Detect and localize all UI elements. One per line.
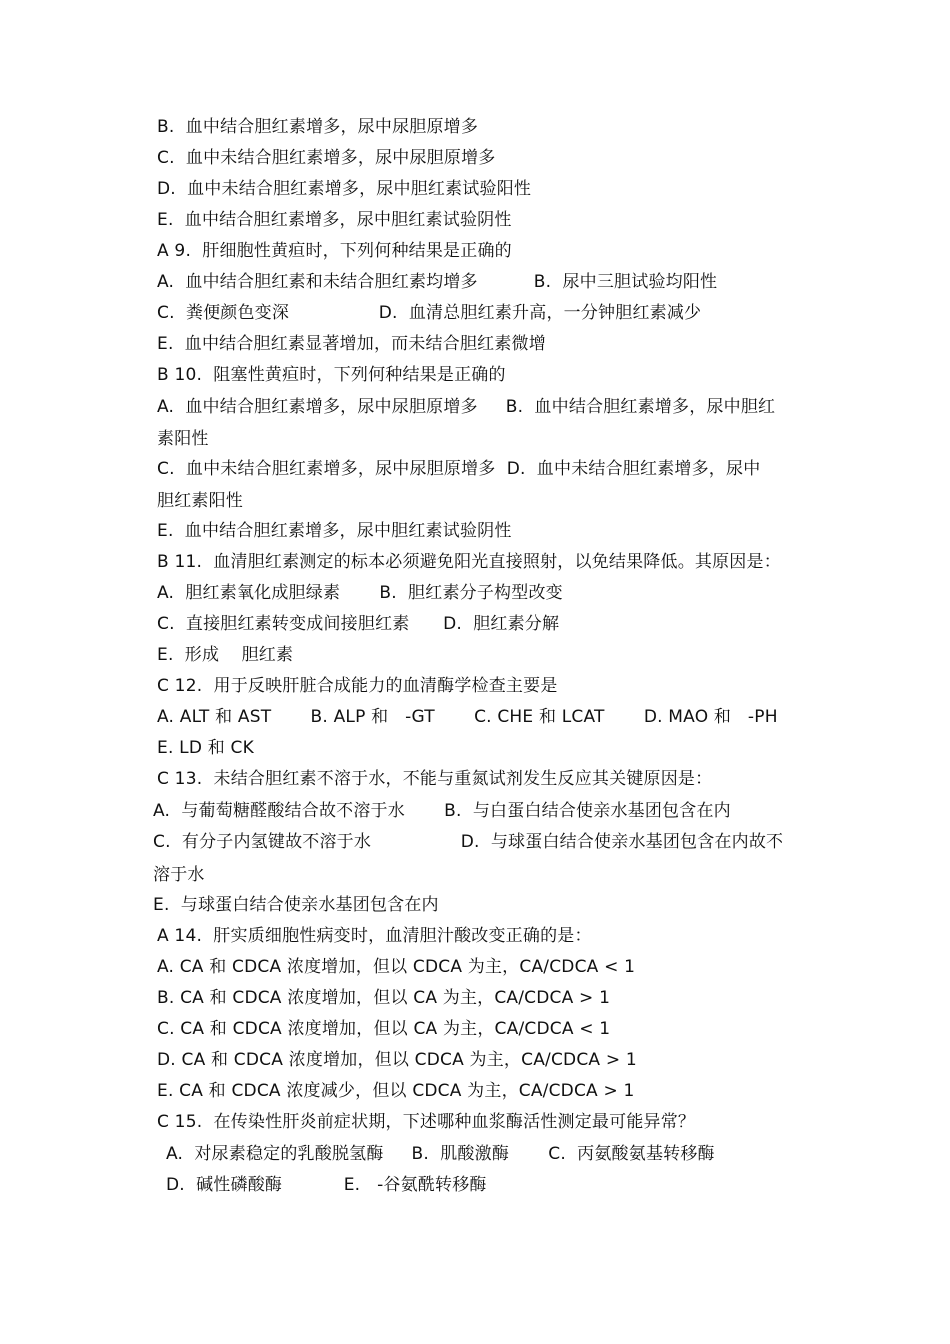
option-line: 素阳性	[157, 429, 209, 449]
option-line: C. 有分子内氢键故不溶于水 D. 与球蛋白结合使亲水基团包含在内故不	[153, 832, 784, 852]
question-line: C 13. 未结合胆红素不溶于水，不能与重氮试剂发生反应其关键原因是：	[157, 769, 713, 789]
option-line: A. 血中结合胆红素增多，尿中尿胆原增多 B. 血中结合胆红素增多，尿中胆红	[157, 397, 776, 417]
option-line: A. 胆红素氧化成胆绿素 B. 胆红素分子构型改变	[157, 583, 563, 603]
option-line: A. CA 和 CDCA 浓度增加，但以 CDCA 为主，CA/CDCA < 1	[157, 957, 636, 977]
option-line: E. 血中结合胆红素显著增加，而未结合胆红素微增	[157, 334, 546, 354]
question-line: A 9. 肝细胞性黄疸时，下列何种结果是正确的	[157, 241, 512, 261]
option-line: E. 血中结合胆红素增多，尿中胆红素试验阴性	[157, 521, 512, 541]
option-line: 胆红素阳性	[157, 491, 243, 511]
option-line: A. 与葡萄糖醛酸结合故不溶于水 B. 与白蛋白结合使亲水基团包含在内	[153, 801, 731, 821]
option-line: E. 血中结合胆红素增多，尿中胆红素试验阴性	[157, 210, 512, 230]
option-line: E. LD 和 CK	[157, 738, 254, 758]
question-line: A 14. 肝实质细胞性病变时，血清胆汁酸改变正确的是：	[157, 926, 592, 946]
question-line: B 10. 阻塞性黄疸时，下列何种结果是正确的	[157, 365, 506, 385]
option-line: 溶于水	[153, 865, 205, 885]
option-line: E. 形成 胆红素	[157, 645, 294, 665]
option-line: C. 血中未结合胆红素增多，尿中尿胆原增多 D. 血中未结合胆红素增多，尿中	[157, 459, 761, 479]
option-line: A. 血中结合胆红素和未结合胆红素均增多 B. 尿中三胆试验均阳性	[157, 272, 718, 292]
question-line: C 15. 在传染性肝炎前症状期，下述哪种血浆酶活性测定最可能异常？	[157, 1112, 696, 1132]
option-line: E. 与球蛋白结合使亲水基团包含在内	[153, 895, 439, 915]
option-line: D. 碱性磷酸酶 E. -谷氨酰转移酶	[166, 1175, 487, 1195]
option-line: A. ALT 和 AST B. ALP 和 -GT C. CHE 和 LCAT D. MAO 和 -PH	[157, 707, 778, 727]
question-line: C 12. 用于反映肝脏合成能力的血清酶学检查主要是	[157, 676, 558, 696]
option-line: C. 血中未结合胆红素增多，尿中尿胆原增多	[157, 148, 496, 168]
option-line: E. CA 和 CDCA 浓度减少，但以 CDCA 为主，CA/CDCA > 1	[157, 1081, 635, 1101]
option-line: B. CA 和 CDCA 浓度增加，但以 CA 为主，CA/CDCA > 1	[157, 988, 611, 1008]
option-line: C. 粪便颜色变深 D. 血清总胆红素升高，一分钟胆红素减少	[157, 303, 702, 323]
option-line: C. CA 和 CDCA 浓度增加，但以 CA 为主，CA/CDCA < 1	[157, 1019, 611, 1039]
option-line: C. 直接胆红素转变成间接胆红素 D. 胆红素分解	[157, 614, 560, 634]
question-line: B 11. 血清胆红素测定的标本必须避免阳光直接照射，以免结果降低。其原因是：	[157, 552, 781, 572]
option-line: A. 对尿素稳定的乳酸脱氢酶 B. 肌酸激酶 C. 丙氨酸氨基转移酶	[166, 1144, 715, 1164]
option-line: D. 血中未结合胆红素增多，尿中胆红素试验阳性	[157, 179, 532, 199]
option-line: D. CA 和 CDCA 浓度增加，但以 CDCA 为主，CA/CDCA > 1	[157, 1050, 637, 1070]
option-line: B. 血中结合胆红素增多，尿中尿胆原增多	[157, 117, 479, 137]
